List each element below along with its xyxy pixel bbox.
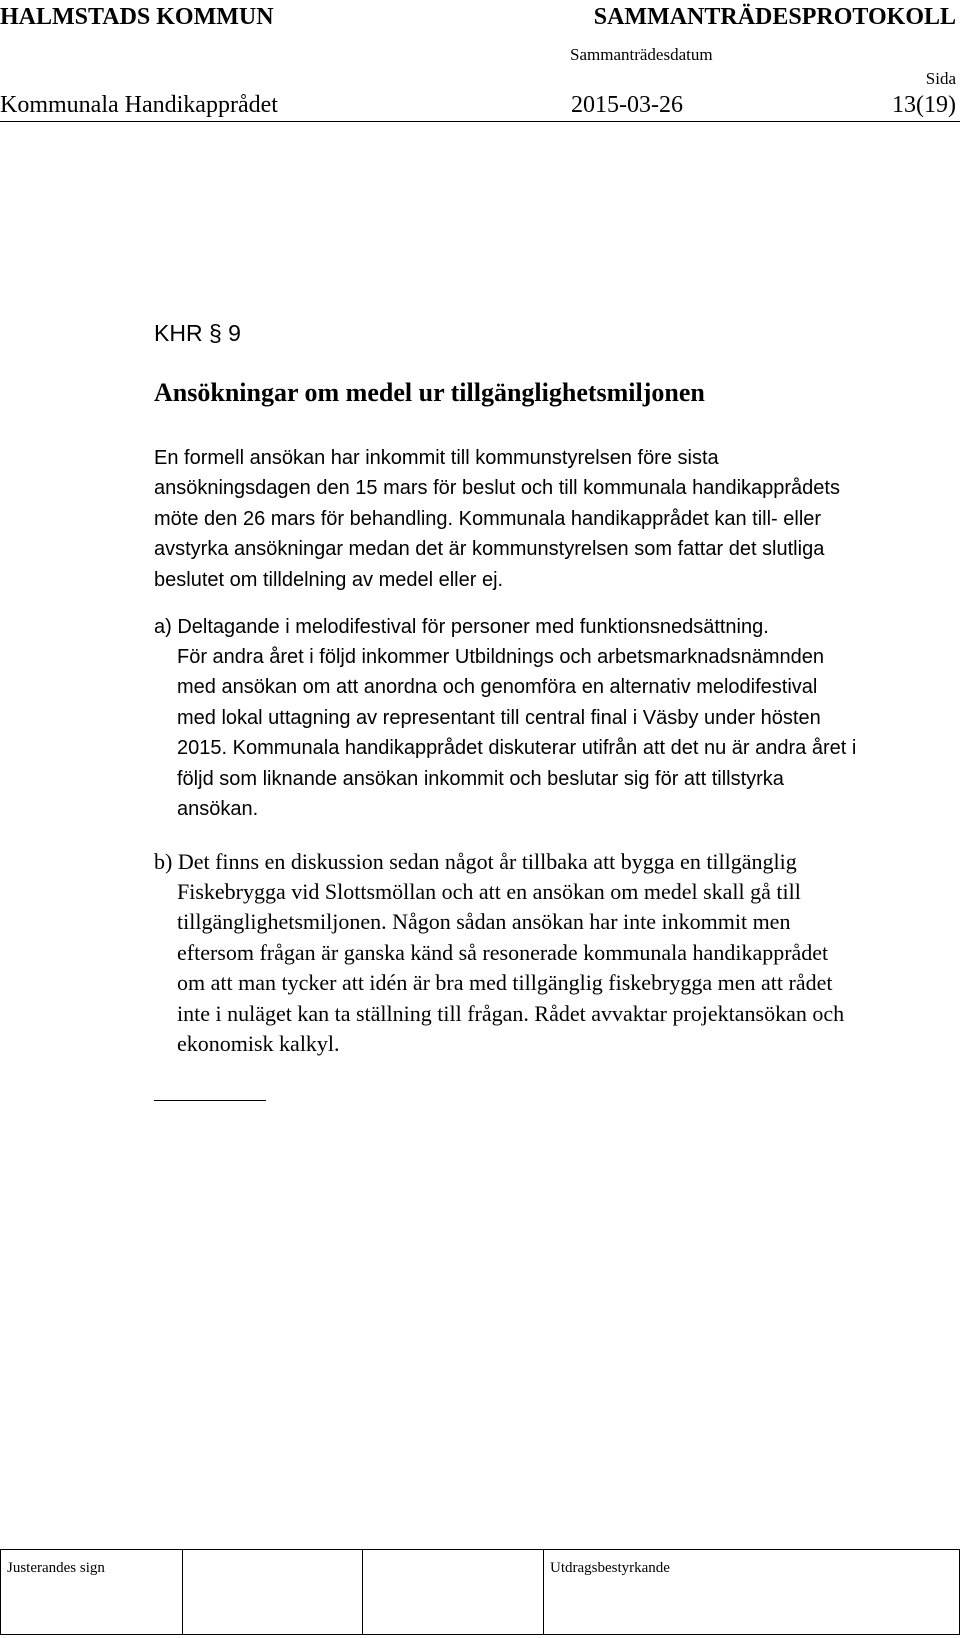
item-a-body — [177, 642, 856, 824]
document-type: SAMMANTRÄDESPROTOKOLL — [593, 4, 956, 30]
item-b-heading: b) Det finns en diskussion sedan något år tillbaka att bygga en tillgänglig — [154, 849, 797, 874]
signer-cell — [1, 1550, 183, 1635]
paragraph-line: Fiskebrygga vid Slottsmöllan och att en ansökan om medel skall gå till — [177, 879, 801, 904]
item-b-body — [177, 877, 844, 1059]
intro-paragraph — [154, 443, 840, 595]
extract-label: Utdragsbestyrkande — [550, 1560, 670, 1576]
signature-table — [0, 1549, 960, 1635]
paragraph-line: beslutet om tilldelning av medel eller ej. — [154, 568, 504, 591]
paragraph-line: ekonomisk kalkyl. — [177, 1031, 340, 1057]
committee-name: Kommunala Handikapprådet — [0, 92, 278, 118]
paragraph-line: följd som liknande ansökan inkommit och beslutar sig för att tillstyrka — [177, 767, 784, 790]
section-end-rule — [154, 1100, 266, 1101]
signature-box — [363, 1550, 544, 1635]
paragraph-line: med lokal uttagning av representant till central final i Väsby under hösten — [177, 706, 821, 729]
paragraph-line: eftersom frågan är ganska känd så resonerade kommunala handikapprådet — [177, 939, 829, 965]
item-a-heading: a) Deltagande i melodifestival för personer med funktionsnedsättning. — [154, 616, 769, 638]
signature-box — [183, 1550, 363, 1635]
signer-label: Justerandes sign — [7, 1560, 105, 1576]
header-divider — [0, 121, 960, 122]
organization-name: HALMSTADS KOMMUN — [0, 4, 274, 30]
paragraph-line: med ansökan om att anordna och genomföra en alternativ melodifestival — [177, 676, 818, 699]
page-number: 13(19) — [892, 92, 956, 118]
paragraph-line: För andra året i följd inkommer Utbildnings och arbetsmarknadsnämnden — [177, 646, 824, 668]
paragraph-line: 2015. Kommunala handikapprådet diskuterar utifrån att det nu är andra året i — [177, 737, 857, 760]
paragraph-line: inte i nuläget kan ta ställning till frågan. Rådet avvaktar projektansökan och — [177, 1000, 845, 1026]
paragraph-line: En formell ansökan har inkommit till kommunstyrelsen före sista — [154, 447, 719, 469]
section-title: Ansökningar om medel ur tillgänglighetsmiljonen — [154, 378, 705, 407]
paragraph-line: ansökan. — [177, 798, 259, 821]
paragraph-line: möte den 26 mars för behandling. Kommunala handikapprådet kan till- eller — [154, 507, 822, 530]
page-label: Sida — [925, 69, 956, 88]
meeting-date-label: Sammanträdesdatum — [570, 45, 713, 64]
meeting-date: 2015-03-26 — [571, 92, 683, 118]
paragraph-line: tillgänglighetsmiljonen. Någon sådan ansökan har inte inkommit men — [177, 909, 791, 935]
section-number: KHR § 9 — [154, 320, 241, 346]
paragraph-line: ansökningsdagen den 15 mars för beslut och till kommunala handikapprådets — [154, 477, 840, 500]
extract-cell — [544, 1550, 960, 1635]
paragraph-line: avstyrka ansökningar medan det är kommunstyrelsen som fattar det slutliga — [154, 538, 825, 561]
paragraph-line: om att man tycker att idén är bra med tillgänglig fiskebrygga men att rådet — [177, 970, 833, 996]
